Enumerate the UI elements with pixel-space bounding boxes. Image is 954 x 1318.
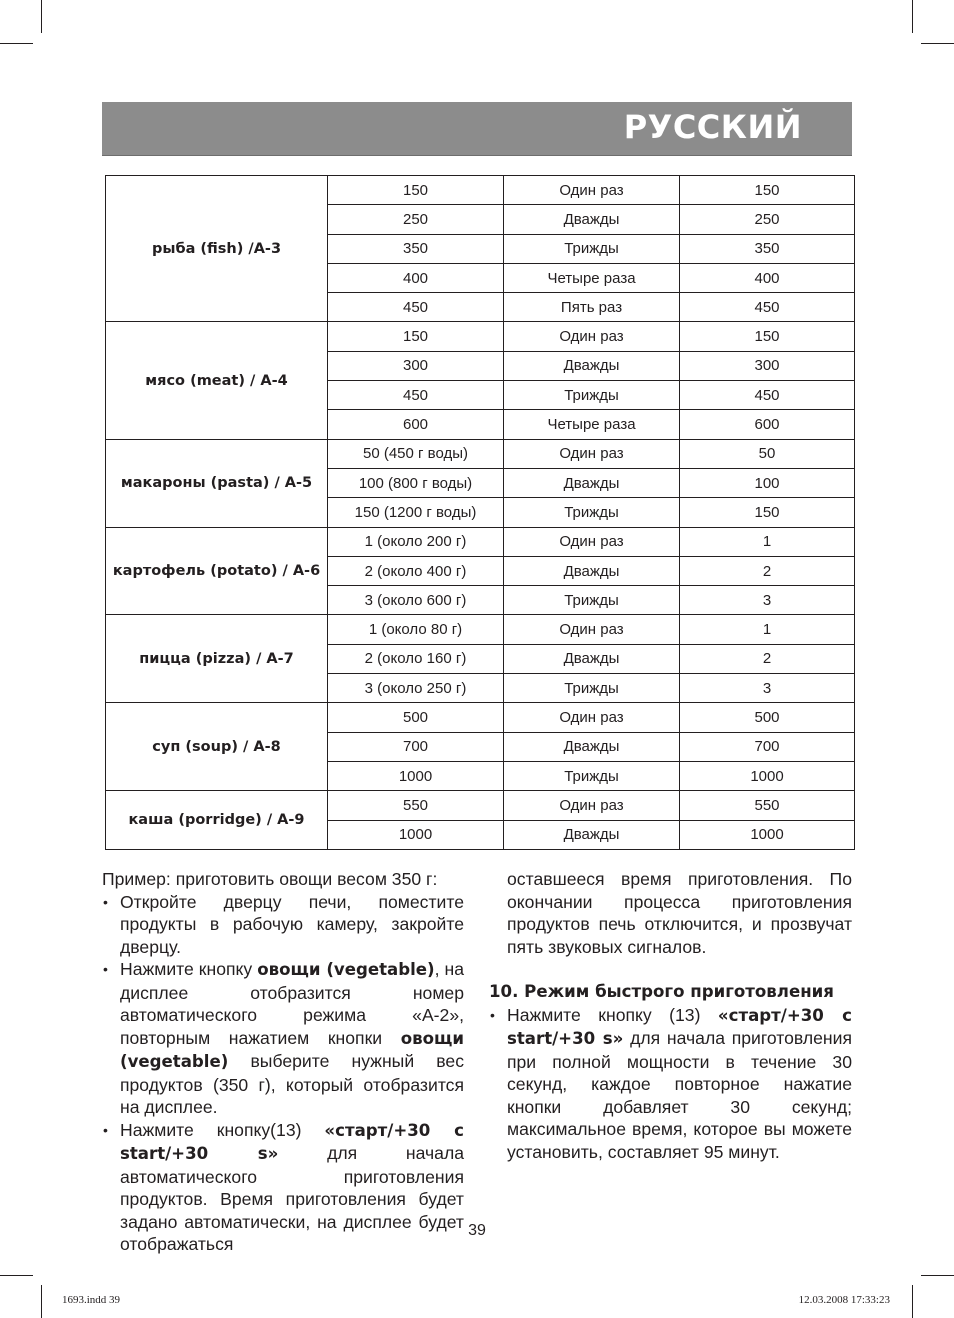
display-cell: 550 xyxy=(680,791,855,820)
weight-cell: 150 xyxy=(328,176,504,205)
crop-mark xyxy=(0,1275,33,1276)
display-cell: 500 xyxy=(680,703,855,732)
display-cell: 100 xyxy=(680,468,855,497)
weight-cell: 150 xyxy=(328,322,504,351)
presses-cell: Дважды xyxy=(504,468,680,497)
weight-cell: 1 (около 80 г) xyxy=(328,615,504,644)
display-cell: 1000 xyxy=(680,761,855,790)
display-cell: 150 xyxy=(680,322,855,351)
weight-cell: 50 (450 г воды) xyxy=(328,439,504,468)
presses-cell: Четыре раза xyxy=(504,263,680,292)
display-cell: 2 xyxy=(680,556,855,585)
weight-cell: 300 xyxy=(328,351,504,380)
presses-cell: Трижды xyxy=(504,381,680,410)
display-cell: 3 xyxy=(680,674,855,703)
instruction-step: • Нажмите кнопку(13) «старт/+30 с start/+30 s» для начала автоматического приготовления продуктов. Время приготовления будет задано автоматически, на дисплее будет отображаться xyxy=(102,1119,464,1256)
category-cell: пицца (pizza) / A-7 xyxy=(106,615,328,703)
table-row xyxy=(106,527,855,556)
weight-cell: 2 (около 160 г) xyxy=(328,644,504,673)
presses-cell: Один раз xyxy=(504,703,680,732)
weight-cell: 1 (около 200 г) xyxy=(328,527,504,556)
weight-cell: 350 xyxy=(328,234,504,263)
table-row xyxy=(106,703,855,732)
display-cell: 700 xyxy=(680,732,855,761)
date-slug: 12.03.2008 17:33:23 xyxy=(798,1294,890,1306)
presses-cell: Дважды xyxy=(504,820,680,849)
instruction-step: • Нажмите кнопку овощи (vegetable), на дисплее отобразится номер автоматического режима «А-2», повторным нажатием кнопки овощи (vegetable) выберите нужный вес продуктов (350 г), который отобразится на дисплее. xyxy=(102,958,464,1119)
presses-cell: Четыре раза xyxy=(504,410,680,439)
presses-cell: Пять раз xyxy=(504,293,680,322)
file-slug: 1693.indd 39 xyxy=(62,1294,121,1306)
table-row xyxy=(106,615,855,644)
display-cell: 1 xyxy=(680,615,855,644)
display-cell: 350 xyxy=(680,234,855,263)
table-row xyxy=(106,176,855,205)
weight-cell: 500 xyxy=(328,703,504,732)
left-column xyxy=(102,868,464,1256)
display-cell: 3 xyxy=(680,586,855,615)
weight-cell: 150 (1200 г воды) xyxy=(328,498,504,527)
presses-cell: Один раз xyxy=(504,527,680,556)
presses-cell: Трижды xyxy=(504,674,680,703)
presses-cell: Один раз xyxy=(504,439,680,468)
presses-cell: Трижды xyxy=(504,498,680,527)
category-cell: рыба (fish) /A-3 xyxy=(106,176,328,322)
display-cell: 150 xyxy=(680,176,855,205)
crop-mark xyxy=(0,43,33,44)
display-cell: 2 xyxy=(680,644,855,673)
button-name: «старт/+30 с start/+30 s» xyxy=(507,1005,852,1048)
display-cell: 150 xyxy=(680,498,855,527)
table-row xyxy=(106,439,855,468)
button-name: овощи (vegetable) xyxy=(120,1028,464,1071)
presses-cell: Один раз xyxy=(504,615,680,644)
display-cell: 50 xyxy=(680,439,855,468)
weight-cell: 100 (800 г воды) xyxy=(328,468,504,497)
button-name: «старт/+30 с start/+30 s» xyxy=(120,1120,464,1163)
presses-cell: Трижды xyxy=(504,234,680,263)
weight-cell: 3 (около 600 г) xyxy=(328,586,504,615)
category-cell: мясо (meat) / A-4 xyxy=(106,322,328,439)
presses-cell: Один раз xyxy=(504,791,680,820)
example-intro: Пример: приготовить овощи весом 350 г: xyxy=(102,869,438,889)
display-cell: 450 xyxy=(680,381,855,410)
weight-cell: 600 xyxy=(328,410,504,439)
weight-cell: 2 (около 400 г) xyxy=(328,556,504,585)
continued-text: оставшееся время приготовления. По окончании процесса приготовления продуктов печь отключится, и прозвучат пять звуковых сигналов. xyxy=(507,869,852,957)
presses-cell: Дважды xyxy=(504,556,680,585)
presses-cell: Трижды xyxy=(504,761,680,790)
crop-mark xyxy=(921,43,954,44)
presses-cell: Трижды xyxy=(504,586,680,615)
category-cell: суп (soup) / A-8 xyxy=(106,703,328,791)
presses-cell: Один раз xyxy=(504,322,680,351)
presses-cell: Дважды xyxy=(504,644,680,673)
category-cell: макароны (pasta) / A-5 xyxy=(106,439,328,527)
weight-cell: 450 xyxy=(328,381,504,410)
category-cell: каша (porridge) / A-9 xyxy=(106,791,328,850)
crop-mark xyxy=(41,0,42,33)
crop-mark xyxy=(921,1275,954,1276)
crop-mark xyxy=(41,1285,42,1318)
page-number: 39 xyxy=(468,1222,486,1239)
display-cell: 400 xyxy=(680,263,855,292)
category-cell: картофель (potato) / A-6 xyxy=(106,527,328,615)
auto-programs-table xyxy=(105,175,855,850)
language-header-bar xyxy=(102,102,852,156)
weight-cell: 1000 xyxy=(328,761,504,790)
display-cell: 300 xyxy=(680,351,855,380)
crop-mark xyxy=(912,0,913,33)
presses-cell: Дважды xyxy=(504,351,680,380)
display-cell: 250 xyxy=(680,205,855,234)
display-cell: 600 xyxy=(680,410,855,439)
right-column xyxy=(489,868,852,1163)
weight-cell: 550 xyxy=(328,791,504,820)
table-row xyxy=(106,791,855,820)
weight-cell: 450 xyxy=(328,293,504,322)
presses-cell: Дважды xyxy=(504,205,680,234)
weight-cell: 3 (около 250 г) xyxy=(328,674,504,703)
weight-cell: 1000 xyxy=(328,820,504,849)
crop-mark xyxy=(912,1285,913,1318)
table-row xyxy=(106,322,855,351)
weight-cell: 700 xyxy=(328,732,504,761)
presses-cell: Один раз xyxy=(504,176,680,205)
language-title: РУССКИЙ xyxy=(623,108,802,146)
section-heading: 10. Режим быстрого приготовления xyxy=(489,982,834,1001)
weight-cell: 400 xyxy=(328,263,504,292)
button-name: овощи (vegetable) xyxy=(257,960,435,979)
display-cell: 1000 xyxy=(680,820,855,849)
instruction-step: • Нажмите кнопку (13) «старт/+30 с start/+30 s» для начала приготовления при полной мощности в течение 30 секунд, каждое повторное нажатие кнопки добавляет 30 секунд; максимальное время, которое вы можете установить, составляет 95 минут. xyxy=(489,1004,852,1164)
display-cell: 450 xyxy=(680,293,855,322)
display-cell: 1 xyxy=(680,527,855,556)
presses-cell: Дважды xyxy=(504,732,680,761)
weight-cell: 250 xyxy=(328,205,504,234)
instruction-step: • Откройте дверцу печи, поместите продукты в рабочую камеру, закройте дверцу. xyxy=(102,891,464,959)
